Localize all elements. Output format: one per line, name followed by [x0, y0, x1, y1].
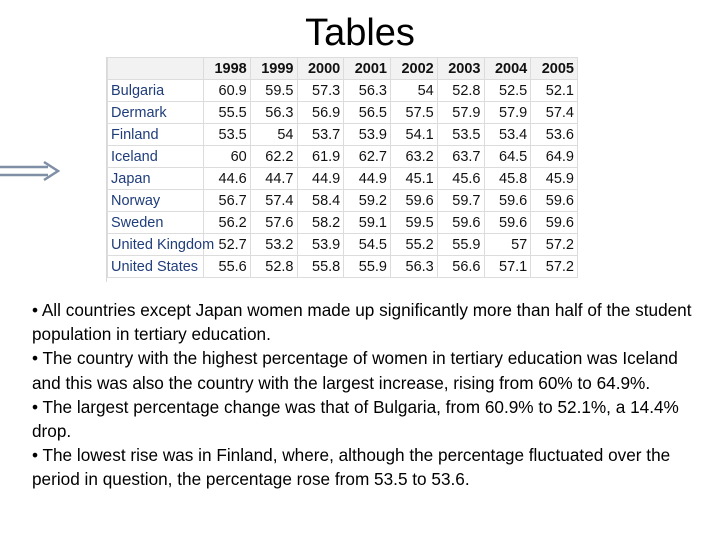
value-cell: 59.6	[484, 212, 531, 234]
country-cell: Iceland	[108, 146, 204, 168]
table-corner-cell	[108, 58, 204, 80]
country-cell: United Kingdom	[108, 234, 204, 256]
value-cell: 52.8	[250, 256, 297, 278]
value-cell: 59.6	[531, 212, 578, 234]
year-header: 2004	[484, 58, 531, 80]
value-cell: 62.2	[250, 146, 297, 168]
value-cell: 59.5	[250, 80, 297, 102]
value-cell: 57.5	[391, 102, 438, 124]
value-cell: 55.6	[204, 256, 251, 278]
table-row	[108, 80, 578, 102]
value-cell: 56.5	[344, 102, 391, 124]
right-double-arrow-icon	[0, 160, 62, 182]
country-cell: Dermark	[108, 102, 204, 124]
value-cell: 52.1	[531, 80, 578, 102]
table-row	[108, 102, 578, 124]
table-row	[108, 212, 578, 234]
table-row	[108, 256, 578, 278]
note-3: • The largest percentage change was that of Bulgaria, from 60.9% to 52.1%, a 14.4% drop.	[32, 396, 679, 442]
value-cell: 55.2	[391, 234, 438, 256]
value-cell: 54	[391, 80, 438, 102]
value-cell: 52.7	[204, 234, 251, 256]
note-1: • All countries except Japan women made up significantly more than half of the student population in tertiary education.	[32, 300, 692, 345]
value-cell: 45.6	[437, 168, 484, 190]
table-row	[108, 146, 578, 168]
value-cell: 57.3	[297, 80, 344, 102]
value-cell: 53.4	[484, 124, 531, 146]
value-cell: 57.9	[484, 102, 531, 124]
table-row	[108, 124, 578, 146]
country-cell: Norway	[108, 190, 204, 212]
value-cell: 59.1	[344, 212, 391, 234]
note-2: • The country with the highest percentage of women in tertiary education was Iceland and this was also the country with the largest increase, rising from 60% to 64.9%.	[32, 348, 678, 393]
value-cell: 55.9	[344, 256, 391, 278]
value-cell: 45.8	[484, 168, 531, 190]
value-cell: 53.9	[297, 234, 344, 256]
year-header: 2001	[344, 58, 391, 80]
value-cell: 59.6	[484, 190, 531, 212]
value-cell: 59.6	[531, 190, 578, 212]
year-header: 1998	[204, 58, 251, 80]
value-cell: 55.5	[204, 102, 251, 124]
value-cell: 55.9	[437, 234, 484, 256]
table-row	[108, 168, 578, 190]
table-row	[108, 190, 578, 212]
value-cell: 56.3	[250, 102, 297, 124]
value-cell: 45.9	[531, 168, 578, 190]
value-cell: 57.9	[437, 102, 484, 124]
value-cell: 56.3	[391, 256, 438, 278]
country-cell: Finland	[108, 124, 204, 146]
notes-text	[32, 298, 702, 492]
value-cell: 56.3	[344, 80, 391, 102]
table-row	[108, 234, 578, 256]
value-cell: 58.2	[297, 212, 344, 234]
value-cell: 57.2	[531, 234, 578, 256]
value-cell: 60	[204, 146, 251, 168]
value-cell: 57.6	[250, 212, 297, 234]
value-cell: 55.8	[297, 256, 344, 278]
value-cell: 61.9	[297, 146, 344, 168]
value-cell: 64.5	[484, 146, 531, 168]
table-body	[108, 80, 578, 278]
value-cell: 53.7	[297, 124, 344, 146]
value-cell: 56.7	[204, 190, 251, 212]
value-cell: 63.7	[437, 146, 484, 168]
data-table-image	[106, 57, 577, 282]
value-cell: 53.5	[437, 124, 484, 146]
year-header: 2005	[531, 58, 578, 80]
value-cell: 56.9	[297, 102, 344, 124]
value-cell: 52.5	[484, 80, 531, 102]
note-4: • The lowest rise was in Finland, where, although the percentage fluctuated over the period in question, the percentage rose from 53.5 to 53.6.	[32, 445, 671, 490]
value-cell: 53.9	[344, 124, 391, 146]
value-cell: 45.1	[391, 168, 438, 190]
value-cell: 57.1	[484, 256, 531, 278]
slide-title: Tables	[305, 12, 415, 54]
country-cell: Bulgaria	[108, 80, 204, 102]
value-cell: 52.8	[437, 80, 484, 102]
year-header: 1999	[250, 58, 297, 80]
value-cell: 57.4	[250, 190, 297, 212]
value-cell: 59.5	[391, 212, 438, 234]
value-cell: 44.6	[204, 168, 251, 190]
value-cell: 56.6	[437, 256, 484, 278]
year-header: 2000	[297, 58, 344, 80]
value-cell: 44.9	[297, 168, 344, 190]
value-cell: 60.9	[204, 80, 251, 102]
value-cell: 64.9	[531, 146, 578, 168]
value-cell: 58.4	[297, 190, 344, 212]
value-cell: 59.2	[344, 190, 391, 212]
country-cell: Japan	[108, 168, 204, 190]
value-cell: 57	[484, 234, 531, 256]
country-cell: Sweden	[108, 212, 204, 234]
value-cell: 53.6	[531, 124, 578, 146]
value-cell: 53.5	[204, 124, 251, 146]
value-cell: 44.9	[344, 168, 391, 190]
year-header: 2002	[391, 58, 438, 80]
value-cell: 59.6	[391, 190, 438, 212]
value-cell: 59.6	[437, 212, 484, 234]
value-cell: 63.2	[391, 146, 438, 168]
value-cell: 44.7	[250, 168, 297, 190]
table-header-row	[108, 58, 578, 80]
value-cell: 54.5	[344, 234, 391, 256]
value-cell: 59.7	[437, 190, 484, 212]
value-cell: 54	[250, 124, 297, 146]
value-cell: 56.2	[204, 212, 251, 234]
value-cell: 57.2	[531, 256, 578, 278]
country-cell: United States	[108, 256, 204, 278]
value-cell: 53.2	[250, 234, 297, 256]
value-cell: 62.7	[344, 146, 391, 168]
value-cell: 57.4	[531, 102, 578, 124]
value-cell: 54.1	[391, 124, 438, 146]
year-header: 2003	[437, 58, 484, 80]
data-table	[107, 57, 578, 278]
